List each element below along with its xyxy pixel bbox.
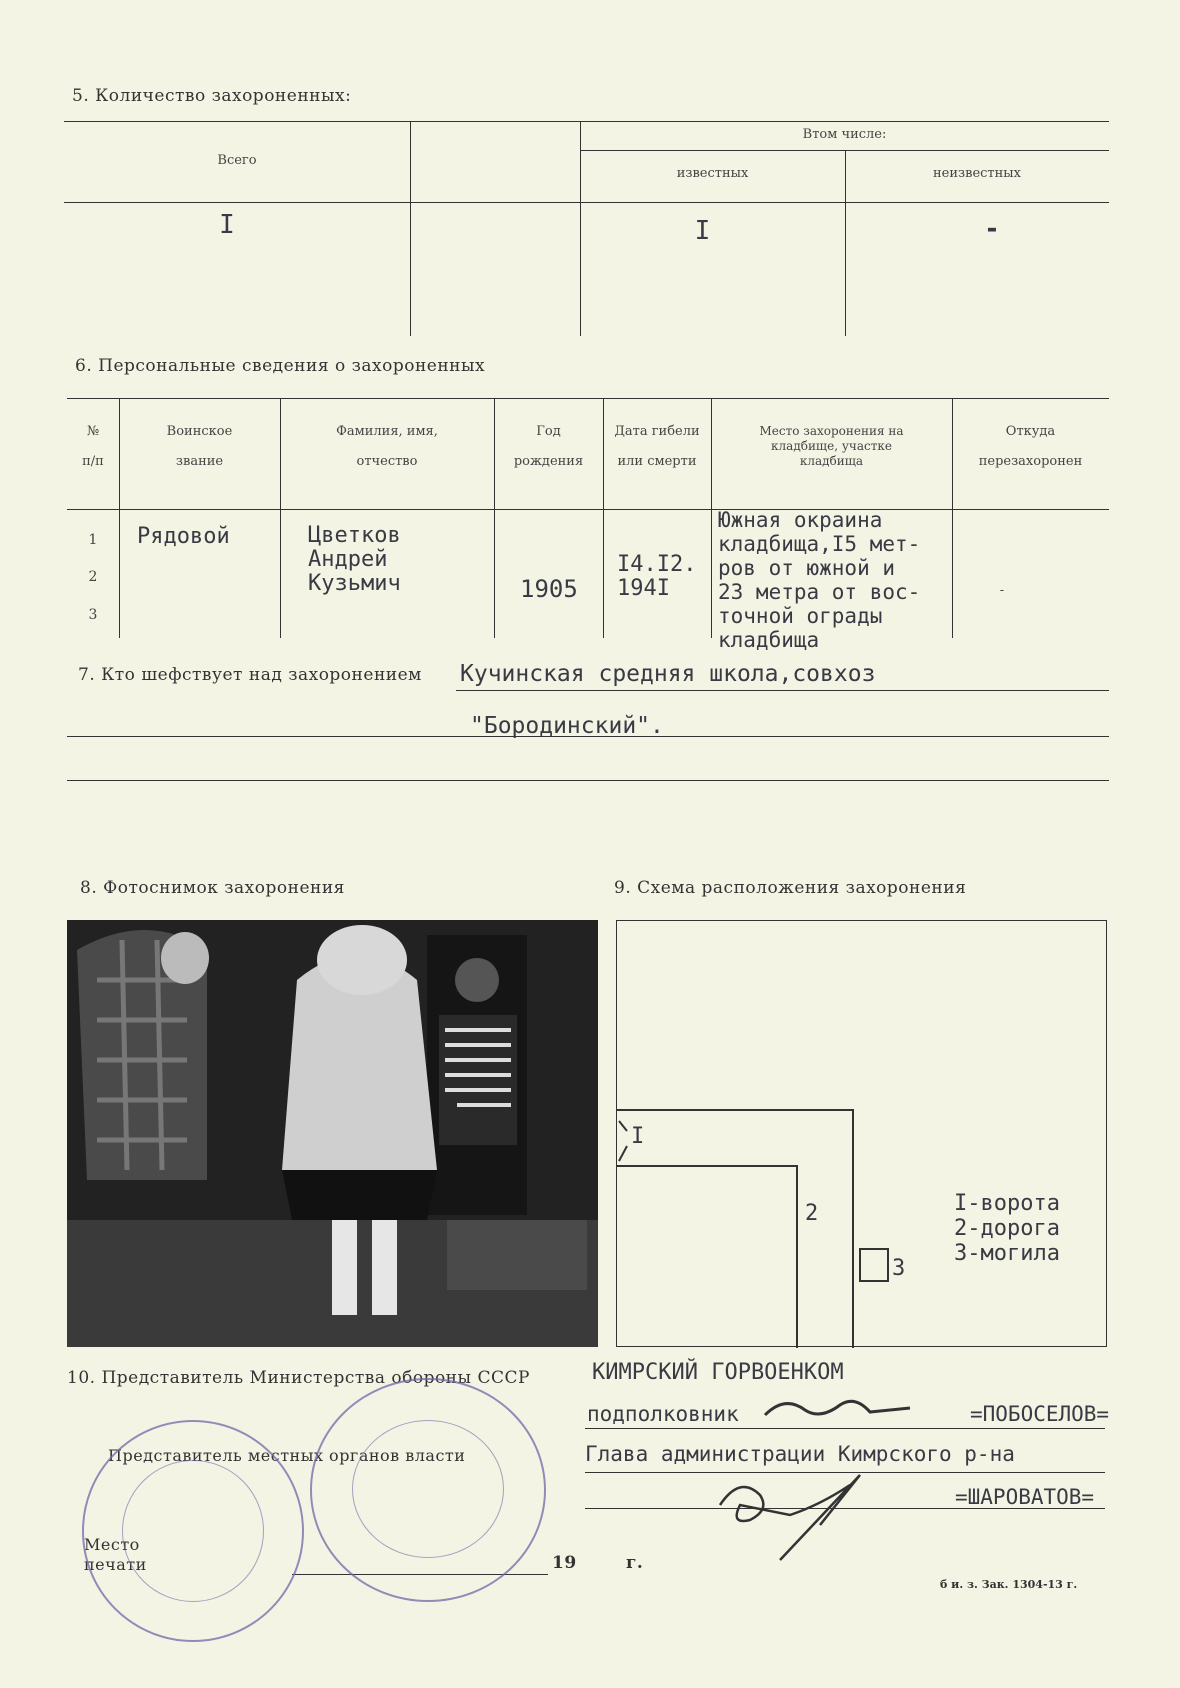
col-unknown-header: неизвестных	[933, 166, 1021, 181]
burial-scheme	[616, 920, 1107, 1347]
table5-top-rule	[64, 121, 1109, 122]
from-value: -	[999, 583, 1005, 598]
scheme-legend: I-ворота 2-дорога 3-могила	[954, 1191, 1060, 1266]
commissariat-name: КИМРСКИЙ ГОРВОЕНКОМ	[592, 1360, 844, 1385]
col-known-header: известных	[676, 166, 749, 181]
row-num-2: 2	[88, 569, 98, 585]
patron-rule-2	[67, 736, 1109, 737]
hdr-death: Дата гибели или смерти	[614, 424, 700, 469]
grave-photo	[67, 920, 598, 1347]
patron-rule-3	[67, 780, 1109, 781]
local-authority-label: Представитель местных органов власти	[108, 1446, 466, 1465]
row-num-3: 3	[88, 607, 98, 623]
scheme-label-gate: I	[631, 1124, 645, 1149]
name-value: Цветков Андрей Кузьмич	[308, 523, 401, 596]
hdr-birth: Год рождения	[513, 424, 584, 469]
patron-line2: "Бородинский".	[470, 713, 664, 739]
hdr-place: Место захоронения на кладбище, участке кладбища	[759, 424, 904, 468]
patron-rule-1	[456, 690, 1109, 691]
hdr-rank: Воинское звание	[166, 424, 233, 469]
col-incl-header: Втом числе:	[802, 127, 887, 142]
table5-col-divider	[410, 121, 411, 336]
stamp-place-label: Место печати	[84, 1535, 147, 1574]
signature-2	[700, 1465, 900, 1565]
death-value: I4.I2. 194I	[617, 552, 697, 601]
head-name: =ШАРОВАТОВ=	[955, 1485, 1095, 1509]
military-stamp	[310, 1378, 546, 1602]
hdr-num: № п/п	[82, 424, 104, 469]
section8-title: 8. Фотоснимок захоронения	[80, 878, 345, 898]
birth-value: 1905	[520, 575, 578, 603]
section5-title: 5. Количество захороненных:	[72, 86, 352, 106]
grave-photo-image	[67, 920, 598, 1347]
scheme-label-road: 2	[805, 1201, 819, 1226]
value-unknown: -	[984, 214, 1000, 244]
year-prefix: 19	[552, 1553, 577, 1573]
officer-rank: подполковник	[587, 1402, 739, 1426]
value-known: I	[694, 216, 711, 246]
printer-note: б и. з. Зак. 1304-13 г.	[940, 1578, 1078, 1591]
value-total: I	[219, 210, 235, 240]
section10-title: 10. Представитель Министерства обороны СССР	[67, 1368, 530, 1388]
row-num-1: 1	[88, 532, 98, 548]
year-suffix: г.	[626, 1553, 644, 1573]
burial-place-value: Южная окраина кладбища,I5 мет- ров от южной и 23 метра от вос- точной ограды кладбища	[718, 508, 921, 652]
hdr-from: Откуда перезахоронен	[978, 424, 1083, 469]
col-total-header: Всего	[217, 153, 257, 168]
head-title: Глава администрации Кимрского р-на	[585, 1442, 1015, 1466]
hdr-name: Фамилия, имя, отчество	[336, 424, 438, 469]
scheme-label-grave: 3	[892, 1256, 906, 1281]
local-authority-stamp	[82, 1420, 304, 1642]
section9-title: 9. Схема расположения захоронения	[614, 878, 967, 898]
signature-1	[760, 1390, 940, 1430]
scheme-drawing	[617, 921, 1108, 1348]
patron-line1: Кучинская средняя школа,совхоз	[460, 661, 876, 687]
rank-value: Рядовой	[137, 524, 230, 549]
officer-name: =ПОБОСЕЛОВ=	[970, 1402, 1110, 1426]
section6-title: 6. Персональные сведения о захороненных	[75, 356, 486, 376]
table5-header-rule	[64, 202, 1109, 203]
section7-title: 7. Кто шефствует над захоронением	[78, 665, 422, 685]
